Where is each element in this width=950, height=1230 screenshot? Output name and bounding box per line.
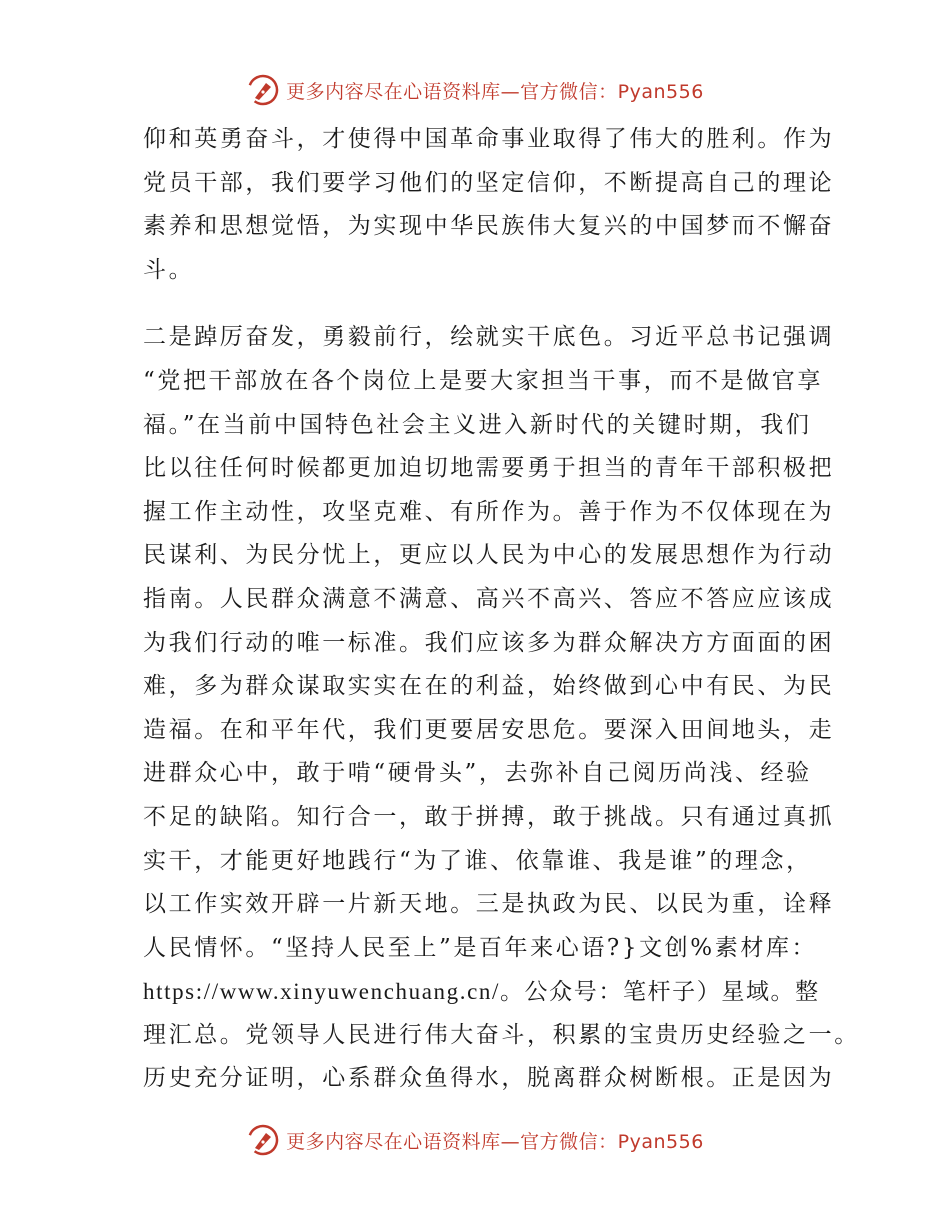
text-line: “党把干部放在各个岗位上是要大家担当干事，而不是做官享 [143,367,823,394]
watermark-banner-bottom [0,1122,950,1158]
text-line: 仰和英勇奋斗，才使得中国革命事业取得了伟大的胜利。作为 [143,126,835,152]
text-line: 民谋利、为民分忧上，更应以人民为中心的发展思想作为行动 [143,542,835,569]
text-line: 为我们行动的唯一标准。我们应该多为群众解决方方面面的困 [143,629,835,656]
paragraph [143,316,860,1101]
text-line: 福。”在当前中国特色社会主义进入新时代的关键时期，我们 [143,411,812,438]
watermark-account: Pyan556 [617,1130,704,1153]
text-line: 握工作主动性，攻坚克难、有所作为。善于作为不仅体现在为 [143,498,835,525]
text-line: 不足的缺陷。知行合一，敢于拼搏，敢于挑战。只有通过真抓 [143,803,835,830]
pen-nib-logo-icon [246,73,280,107]
text-line: 实干，才能更好地践行“为了谁、依靠谁、我是谁”的理念， [143,847,812,874]
pen-nib-logo-icon [246,1123,280,1157]
text-line: 理汇总。党领导人民进行伟大奋斗，积累的宝贵历史经验之一。 [143,1021,860,1048]
paragraph-gap [143,292,823,316]
text-line: 指南。人民群众满意不满意、高兴不高兴、答应不答应应该成 [143,585,835,612]
text-line-with-url: https://www.xinyuwenchuang.cn/。公众号：笔杆子）星域。整 [143,979,820,1005]
watermark-account: Pyan556 [617,80,704,103]
text-line: 造福。在和平年代，我们更要居安思危。要深入田间地头，走 [143,716,835,743]
watermark-text: 更多内容尽在心语资料库—官方微信：Pyan556 [286,1130,704,1153]
text-line: 历史充分证明，心系群众鱼得水，脱离群众树断根。正是因为 [143,1065,835,1092]
watermark-banner-top [0,72,950,108]
paragraph [143,118,835,292]
watermark-text: 更多内容尽在心语资料库—官方微信：Pyan556 [286,80,704,103]
text-line: 比以往任何时候都更加迫切地需要勇于担当的青年干部积极把 [143,455,835,482]
document-body [143,118,860,1101]
text-line: 以工作实效开辟一片新天地。三是执政为民、以民为重，诠释 [143,891,835,918]
text-line: 人民情怀。“坚持人民至上”是百年来心语?}文创%素材库： [143,934,818,961]
text-line: 二是踔厉奋发，勇毅前行，绘就实干底色。习近平总书记强调 [143,324,835,351]
text-line: 难，多为群众谋取实实在在的利益，始终做到心中有民、为民 [143,673,835,700]
text-line: 党员干部，我们要学习他们的坚定信仰，不断提高自己的理论 [143,169,835,196]
text-line: 斗。 [143,256,195,283]
text-line: 进群众心中，敢于啃“硬骨头”，去弥补自己阅历尚浅、经验 [143,760,812,787]
text-line: 素养和思想觉悟，为实现中华民族伟大复兴的中国梦而不懈奋 [143,213,835,240]
